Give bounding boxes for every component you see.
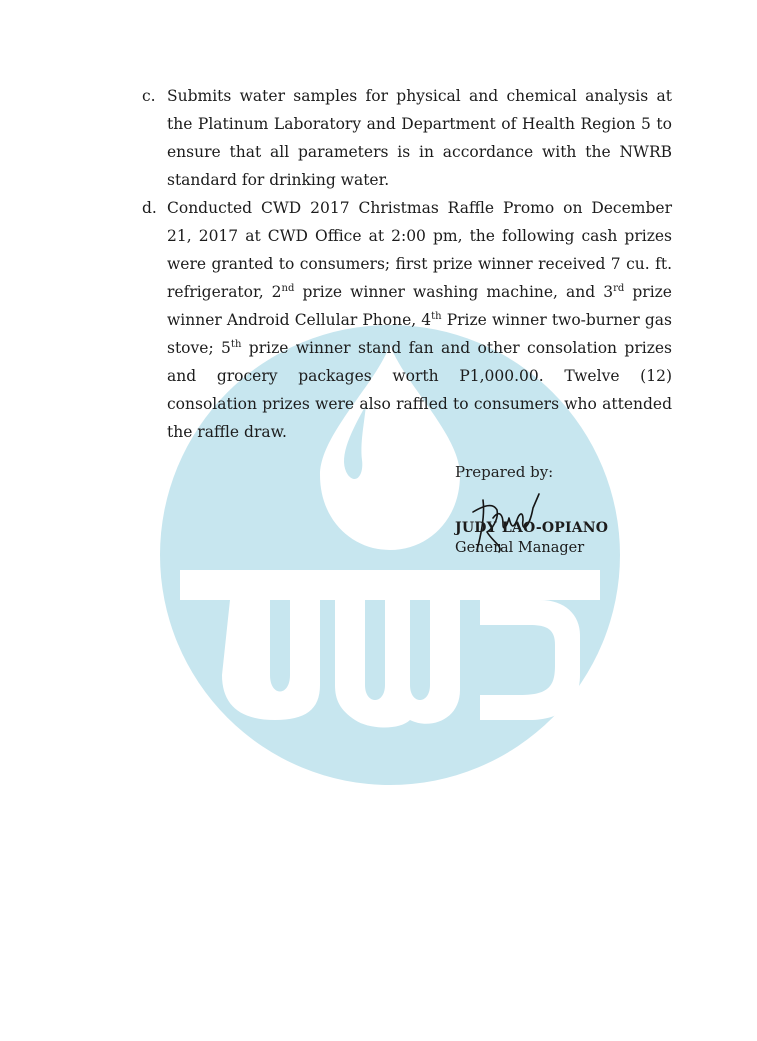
text-segment: prize winner stand fan and other consolation prizes and grocery packages worth P1,000.00. Twelve (12) consolation prizes were also raffled to consumers who attended the raffle draw. [167, 339, 672, 441]
list-item-text: Submits water samples for physical and chemical analysis at the Platinum Laboratory and Department of Health Region 5 to ensure that all parameters is in accordance with the NWRB standard for drinking water. [167, 87, 672, 189]
ordinal-suffix: th [431, 310, 442, 322]
ordinal-suffix: rd [613, 282, 625, 294]
text-segment: prize winner Android Cellular Phone, 4 [167, 283, 672, 329]
list-letter: d. [142, 199, 157, 217]
text-segment: prize winner washing machine, and 3 [294, 283, 614, 301]
list-item-text [167, 194, 672, 446]
ordinal-suffix: th [230, 338, 242, 350]
signature-block [455, 462, 655, 556]
list-item-c [142, 82, 672, 194]
text-segment: Prize winner two-burner gas stove; 5 [167, 311, 672, 357]
list-item-d [142, 194, 672, 446]
text-segment: Conducted CWD 2017 Christmas Raffle Promo on December 21, 2017 at CWD Office at 2:00 pm, the following cash prizes were granted to consumers; first prize winner received 7 cu. ft. refrigerator, 2 [167, 199, 672, 301]
signatory-name: JUDY LAO-OPIANO [455, 520, 609, 536]
signatory-title: General Manager [455, 540, 585, 556]
document-body [142, 82, 672, 446]
prepared-by-label: Prepared by: [455, 463, 554, 481]
ordinal-suffix: nd [281, 282, 295, 294]
list-letter: c. [142, 87, 156, 105]
